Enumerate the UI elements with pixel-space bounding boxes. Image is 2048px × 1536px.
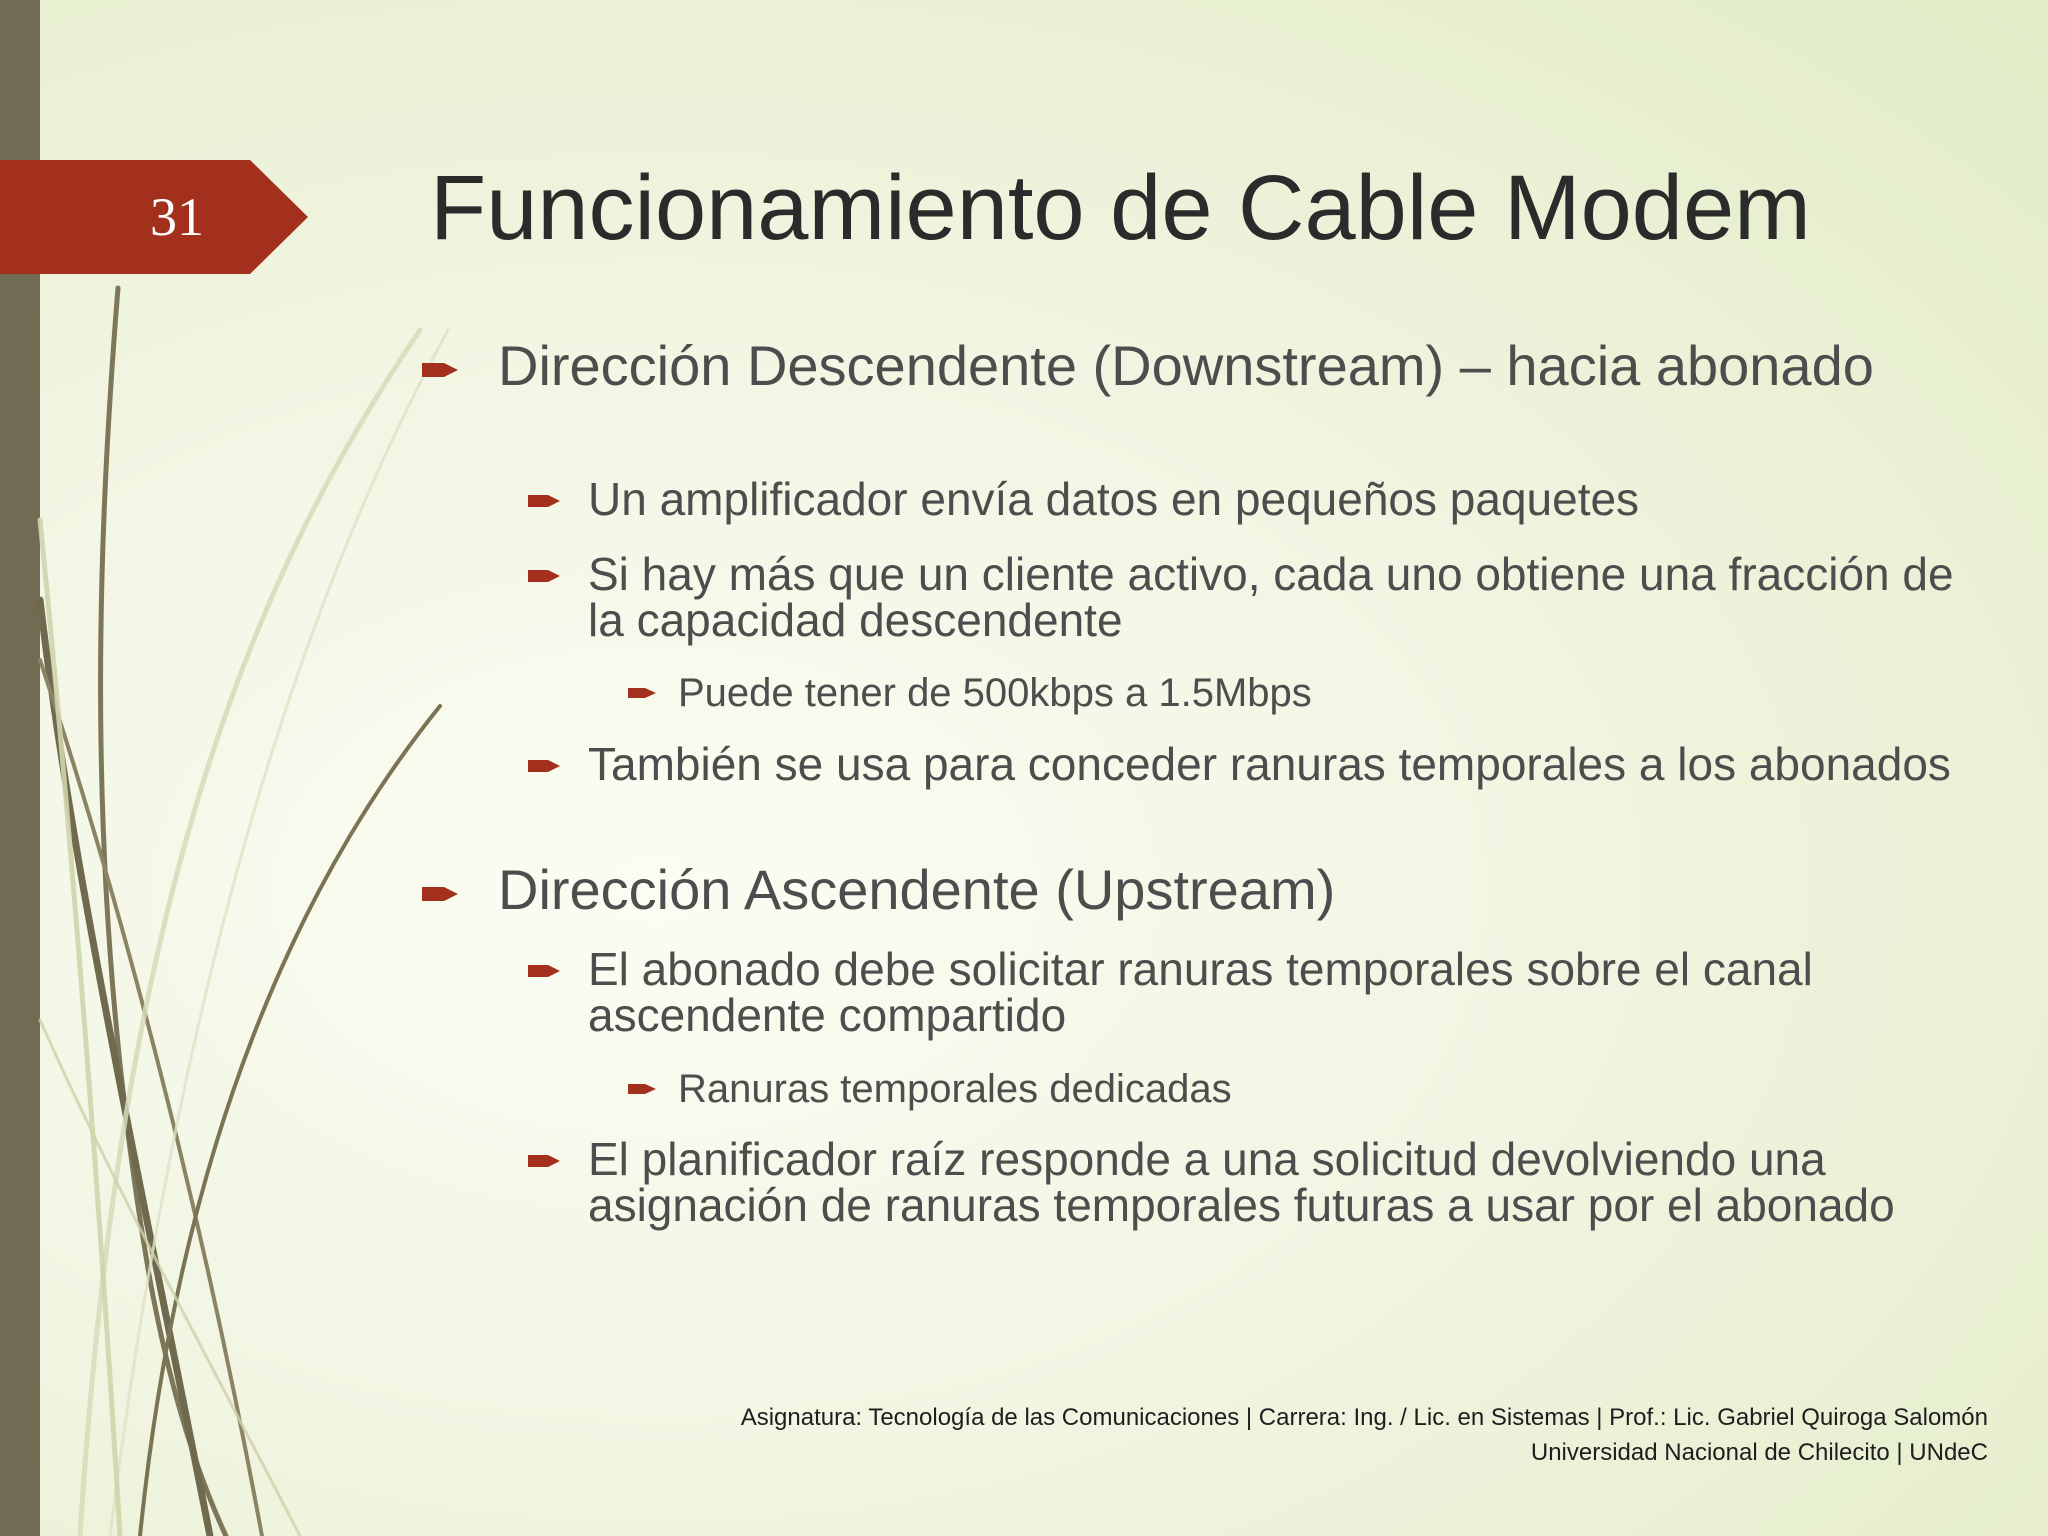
list-item-text: Ranuras temporales dedicadas bbox=[678, 1067, 1232, 1111]
arrow-bullet-icon bbox=[528, 1152, 560, 1170]
footer-course-line: Asignatura: Tecnología de las Comunicaciones | Carrera: Ing. / Lic. en Sistemas | Prof.: Lic. Gabriel Quiroga Salomón bbox=[740, 1404, 1988, 1431]
list-item-text: El planificador raíz responde a una solicitud devolviendo una asignación de ranuras temporales futuras a usar por el abonado bbox=[588, 1133, 1895, 1231]
list-item-text: También se usa para conceder ranuras temporales a los abonados bbox=[588, 738, 1951, 790]
arrow-bullet-icon bbox=[422, 360, 458, 380]
footer-university-line: Universidad Nacional de Chilecito | UNdeC bbox=[1530, 1439, 1988, 1466]
arrow-bullet-icon bbox=[628, 1081, 656, 1097]
list-item-text: Un amplificador envía datos en pequeños paquetes bbox=[588, 473, 1640, 525]
list-item-text: Puede tener de 500kbps a 1.5Mbps bbox=[678, 671, 1312, 715]
arrow-bullet-icon bbox=[422, 884, 458, 904]
list-item-text: Si hay más que un cliente activo, cada uno obtiene una fracción de la capacidad descendente bbox=[588, 548, 1954, 646]
list-item-level-2 bbox=[588, 738, 1968, 790]
arrow-bullet-icon bbox=[528, 757, 560, 775]
list-item-text: Dirección Descendente (Downstream) – hacia abonado bbox=[498, 334, 1874, 397]
list-item-level-2 bbox=[588, 548, 1968, 646]
arrow-bullet-icon bbox=[528, 567, 560, 585]
list-item-level-2 bbox=[588, 943, 1968, 1041]
slide-title: Funcionamiento de Cable Modem bbox=[430, 157, 1811, 259]
arrow-bullet-icon bbox=[528, 492, 560, 510]
arrow-bullet-icon bbox=[528, 962, 560, 980]
footer bbox=[741, 1400, 1988, 1470]
list-item-text: Dirección Ascendente (Upstream) bbox=[498, 858, 1336, 921]
list-item-level-3 bbox=[678, 1068, 1958, 1110]
list-item-level-1 bbox=[498, 334, 1918, 397]
arrow-bullet-icon bbox=[628, 685, 656, 701]
list-item-text: El abonado debe solicitar ranuras temporales sobre el canal ascendente compartido bbox=[588, 943, 1813, 1041]
list-item-level-3 bbox=[678, 672, 1958, 714]
list-item-level-1 bbox=[498, 858, 1918, 921]
slide-number: 31 bbox=[150, 187, 204, 247]
list-item-level-2 bbox=[588, 473, 1968, 525]
list-item-level-2 bbox=[588, 1133, 1968, 1231]
